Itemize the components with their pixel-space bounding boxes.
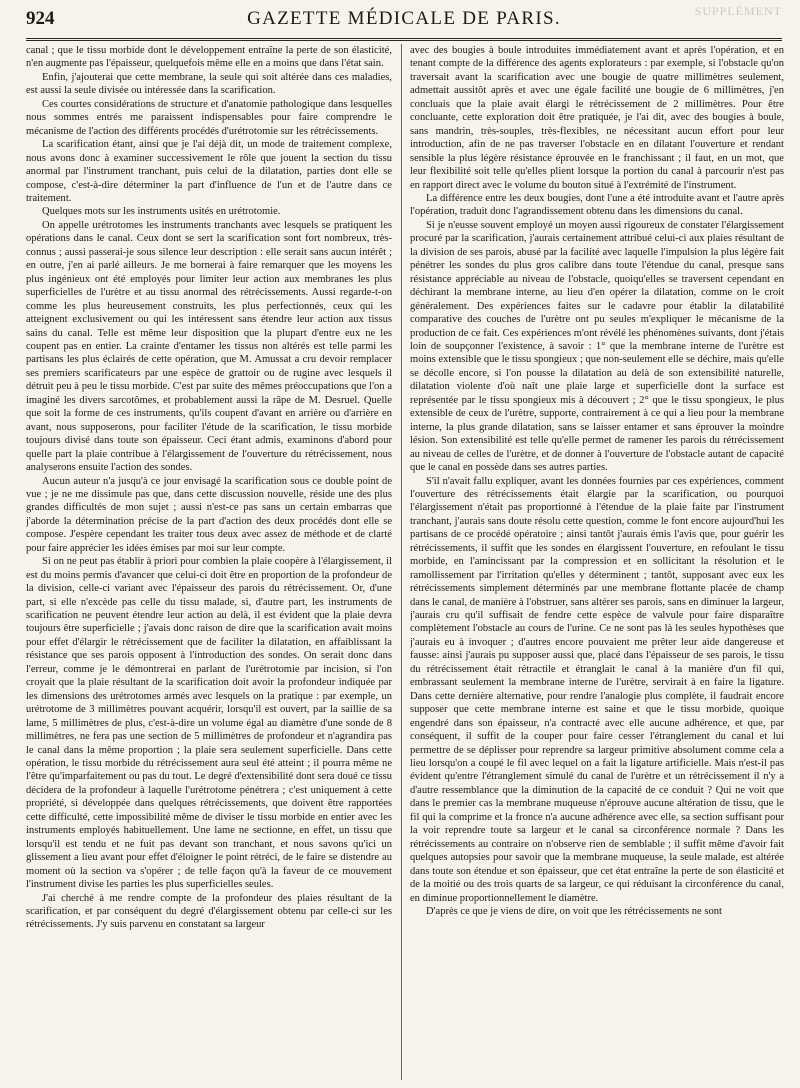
page-number: 924 xyxy=(26,8,55,29)
paragraph: avec des bougies à boule introduites immédiatement avant et après l'opération, et en tenant compte de la différence des agents explorateurs : par exemple, si l'obstacle qu'on traversait avant la scarification avec une bougie de quatre millimètres seulement, admettait aussitôt après et avec une égale facilité une bougie de 6 millimètres, j'en concluais que la plaie avait élargi le rétrécissement de 2 millimètres. Pour être concluante, cette exploration doit être pratiquée, je l'ai dit, avec des bougies à boule, sans mandrin, très-souples, très-flexibles, ne nécessitant aucun effort pour leur introduction, afin de ne pas traverser l'obstacle en en dilatant l'ouverture et rendant sensible la plus légère résistance éprouvée en le franchissant ; il faut, en un mot, que leur flexibilité soit telle qu'elles plient lorsque la portion du canal à parcourir n'est pas en rapport direct avec le volume du bouton situé à l'extrémité de l'instrument. xyxy=(410,45,784,191)
paragraph: Enfin, j'ajouterai que cette membrane, la seule qui soit altérée dans ces maladies, est aussi la seule divisée ou intéressée dans la scarification. xyxy=(26,71,392,97)
column-separator xyxy=(401,44,402,1080)
header-rule xyxy=(26,38,782,41)
right-column xyxy=(410,44,784,1084)
paragraph: La différence entre les deux bougies, dont l'une a été introduite avant et l'autre après l'opération, traduit donc l'agrandissement obtenu dans les dimensions du canal. xyxy=(410,192,784,218)
section-heading: Quelques mots sur les instruments usités en urétrotomie. xyxy=(42,206,281,218)
paragraph: Aucun auteur n'a jusqu'à ce jour envisagé la scarification sous ce double point de vue ; je ne me dissimule pas que, dans cette discussion nouvelle, réside une des plus grandes difficultés de mon sujet ; aussi n'est-ce pas sans un certain embarras que j'aborde la détermination précise de la part d'action des deux procédés dont elle se compose. J'espère cependant les traiter tous deux avec assez de méthode et de clarté pour faire apprécier les idées émises par moi sur leur compte. xyxy=(26,475,392,554)
paragraph: Si on ne peut pas établir à priori pour combien la plaie coopère à l'élargissement, il est du moins permis d'avancer que celui-ci doit être en proportion de la profondeur de la division, celle-ci variant avec l'épaisseur des parois du rétrécissement. Or, d'une part, si elle n'excède pas celle du tissu malade, si, d'autre part, les instruments de scarification ne peuvent étendre leur action au delà, il est évident que la plaie devra toujours être superficielle ; j'avais donc raison de dire que la scarification avait moins pour effet d'élargir le rétrécissement que de faciliter la dilatation, en affaiblissant la résistance que ses parois opposent à l'introduction des sondes. On serait donc dans l'erreur, comme je le démontrerai en parlant de l'urétrotomie par incision, si l'on croyait que la plaie résultant de la scarification doit avoir la profondeur indiquée par les dimensions des urétrotomes armés avec lesquels on la pratique : par exemple, un urétrotome de 3 millimètres pouvant acquérir, lorsqu'il est ouvert, par la saillie de sa lame, 5 millimètres de plus, c'est-à-dire un volume égal au diamètre d'une sonde de 8 millimètres, ne fera pas une section de 5 millimètres de profondeur et n'agrandira pas le canal dans la même proportion ; la plaie sera seulement superficielle. Dans cette opération, le tissu morbide du rétrécissement aura seul été atteint ; il pourra même ne l'être qu'imparfaitement ou pas du tout. Le degré d'extensibilité dont sera doué ce tissu décidera de la profondeur à laquelle l'urétrotome pénétrera ; c'est uniquement à cette propriété, si développée dans quelques rétrécissements, que doivent être rapportées cette difficulté, cette impossibilité même de diviser le tissu morbide en entier avec les instruments employés habituellement. Une lame ne sectionne, en effet, un tissu que lorsqu'il est tendu et ne fuit pas devant son tranchant, et nous savons qu'ici un glissement a lieu avant pour effet d'éloigner le point rétréci, de le faire se distendre au moment où la section va s'opérer ; de telle façon qu'à la faveur de ce mouvement l'instrument divise les parties les plus superficielles seules. xyxy=(26,556,392,891)
left-column xyxy=(26,44,392,1084)
journal-title: GAZETTE MÉDICALE DE PARIS. xyxy=(247,8,561,29)
paragraph: D'après ce que je viens de dire, on voit que les rétrécissements ne sont xyxy=(426,906,722,917)
paragraph: On appelle urétrotomes les instruments tranchants avec lesquels se pratiquent les opérations dans le canal. Ceux dont se sert la scarification sont fort nombreux, très-connus ; aussi passerai-je sous silence leur description : elle serait sans aucun intérêt ; en outre, j'en ai parlé ailleurs. Je me bornerai à faire remarquer que les moyens les plus ingénieux ont été employés pour limiter leur action aux membranes les plus superficielles de l'urètre et au tissu anormal des rétrécissements. Aussi regarde-t-on comme les plus heureusement construits, les plus perfectionnés, ceux qui les atteignent exclusivement ou qui les intéressent sans étendre leur action aux tissus sains du canal. Telle est même leur disposition que la plupart d'entre eux ne les coupent pas en entier. La crainte d'entamer les tissus non altérés est telle parmi les partisans les plus éclairés de cette opération, que M. Amussat a cru devoir remplacer ses premiers scarificateurs par une espèce de grattoir ou de rugine avec lesquels il détruit peu à peu le tissu morbide. C'est par suite des mêmes préoccupations que l'on a imaginé les divers sarcotômes, et probablement aussi la râpe de M. Desruel. Quelle que soit la forme de ces instruments, qu'ils coupent d'avant en arrière ou d'arrière en avant, nous supposerons, pour faciliter l'étude de la scarification, le tissu morbide toujours divisé dans toute son épaisseur. Ceci étant admis, examinons d'abord pour quelle part la plaie contribue à l'élargissement de l'ouverture du rétrécissement, nous analyserons ensuite l'action des sondes. xyxy=(26,219,392,474)
running-head xyxy=(26,8,782,34)
paragraph: Si je n'eusse souvent employé un moyen aussi rigoureux de constater l'élargissement procuré par la scarification, j'aurais certainement attribué celui-ci aux plaies résultant de la division de ses parois, abusé par la facilité avec laquelle l'impulsion la plus légère fait pénétrer les sondes du plus gros calibre dans toute l'étendue du canal, presque sans résistance appréciable au niveau de l'obstacle, quoiqu'elles se traversent cependant en déchirant la membrane interne, au lieu d'en opérer la dilatation, comme on le croit généralement. Des expériences faites sur le cadavre pour établir la dilatabilité comparative des couches de l'urètre ont pu seules m'expliquer le mécanisme de la production de ce fait. Ces expériences m'ont révélé les phénomènes suivants, dont j'étais loin de soupçonner l'existence, à savoir : 1° que la membrane interne de l'urètre est moins extensible que le tissu spongieux ; que non-seulement elle se déchire, mais qu'elle se décolle encore, si l'on pousse la dilatation au delà de son extensibilité naturelle, dilatation violente d'où naît une plaie large et superficielle dont la surface est représentée par le tissu spongieux mis à découvert ; 2° que le tissu spongieux, le plus extensible de ceux de l'urètre, supporte, contrairement à ce qui a lieu pour la membrane interne, la plus grande dilatation, sans se laisser entamer et sans éprouver la moindre lésion. Son extensibilité est telle qu'elle permet de ramener les parois du rétrécissement au niveau de celles de l'urètre, et de donner à l'ouverture de l'obstacle autant de capacité que le canal en possède dans ses autres parties. xyxy=(410,219,784,474)
paragraph: J'ai cherché à me rendre compte de la profondeur des plaies résultant de la scarification, et par conséquent du degré d'élargissement obtenu par celle-ci sur les rétrécissements. J'y suis parvenu en constatant sa largeur xyxy=(26,892,392,931)
paragraph: La scarification étant, ainsi que je l'ai déjà dit, un mode de traitement complexe, nous avons donc à examiner successivement le rôle que jouent la section du tissu anormal par l'instrument tranchant, puis celui de la dilatation, parties dont elle se compose, c'est-à-dire déterminer la part d'influence de l'un et de l'autre dans ce traitement. xyxy=(26,139,392,204)
paragraph: S'il n'avait fallu expliquer, avant les données fournies par ces expériences, comment l'ouverture des rétrécissements était élargie par la scarification, ou pourquoi l'élargissement n'était pas proportionné à l'étendue de la plaie faite par l'instrument tranchant, j'aurais sans doute résolu cette question, comme le font encore aujourd'hui les partisans de ce procédé opératoire ; ainsi tantôt j'aurais émis l'avis que, pour guérir les rétrécissements, il suffit que les sondes en élargissent l'ouverture, en refoulant le tissu morbide, en l'amincissant par la compression et en sollicitant la résolution et le ramollissement par l'irritation qu'elles y déterminent ; tantôt, supposant avec eux les rétrécissements simplement déterminés par une membrane flottante placée de champ dans le canal, de manière à l'obstruer, sans altérer ses parois, sans en diminuer la largeur, j'aurais cru qu'il suffisait de fendre cette espèce de valvule pour faire disparaître complètement l'obstacle au cours de l'urine. Ce ne sont pas là les seules hypothèses que j'aurais eu à invoquer ; d'autres encore pouvaient me prêter leur aide dangereuse et fausse: ainsi j'aurais pu supposer aussi que, placé dans l'épaisseur de ses parois, le tissu du rétrécissement était rétractile et étranglait le canal à la manière d'un fil qui, embrassant seulement la membrane interne de l'urètre, servirait à en faire la ligature. Dans cette dernière alternative, pour rendre l'analogie plus complète, il faudrait encore supposer que cette membrane interne est saine et que le tissu morbide, quoique engendré dans son épaisseur, n'a contracté avec elle aucune adhérence, et que, par conséquent, il suffit de la couper pour faire cesser l'étranglement du canal et lui permettre de se déplisser pour reprendre sa largeur primitive absolument comme cela a lieu lorsqu'on a coupé le fil avec lequel on a fait la ligature artificielle. Mais n'est-il pas évident qu'entre l'étranglement simulé du canal de l'urètre et un rétrécissement il n'y a d'autre ressemblance que la diminution de la capacité de ce conduit ? Qui ne voit que dans le premier cas la membrane muqueuse n'éprouve aucune altération de tissu, que le fil qui la comprime et la fronce n'a aucune adhérence avec elle, sa section suffisant pour la voir reprendre toute sa largeur et le canal sa circonférence normale ? Dans les rétrécissements au contraire on n'observe rien de semblable ; il suffit même d'avoir fait quelques autopsies pour savoir que la membrane muqueuse, la seule malade, est altérée dans toute son étendue et son épaisseur, que cet état entraîne la perte de son élasticité et de la moitié ou des trois quarts de sa largeur, ce qui réduisant la circonférence du canal, en diminue proportionnellement le diamètre. xyxy=(410,475,784,904)
paragraph: canal ; que le tissu morbide dont le développement entraîne la perte de son élasticité, n'en augmente pas l'épaisseur, quelquefois même elle en a moins que dans l'état sain. xyxy=(26,45,392,70)
paragraph: Ces courtes considérations de structure et d'anatomie pathologique dans lesquelles nous sommes entrés me paraissent indispensables pour faire comprendre le mécanisme de l'action des différents procédés d'urétrotomie sur les rétrécissements. xyxy=(26,98,392,137)
bleed-through-text: SUPPLÉMENT xyxy=(694,4,782,18)
